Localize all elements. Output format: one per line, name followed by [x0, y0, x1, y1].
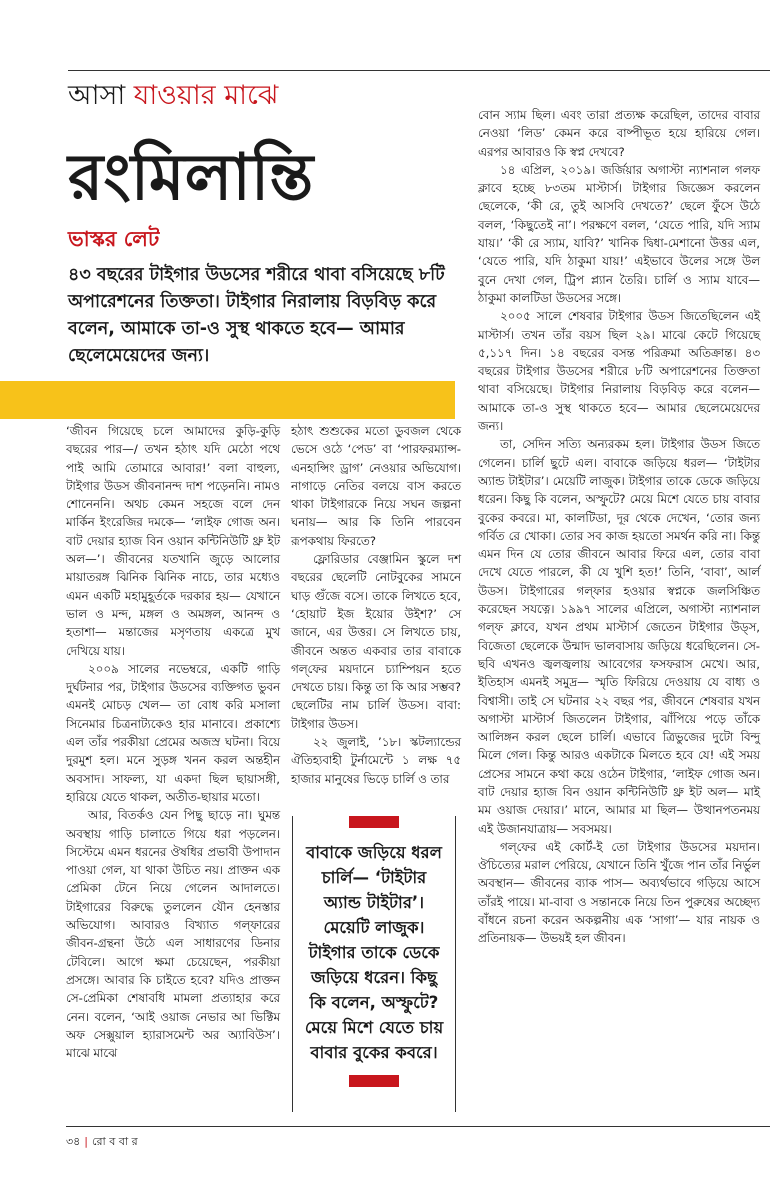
kicker-black: আসা	[68, 80, 126, 111]
footer-separator: |	[84, 1135, 89, 1148]
pull-quote-bar-top	[349, 816, 399, 828]
article-title: রংমিলান্তি	[68, 141, 314, 215]
column-left	[66, 422, 280, 1062]
pull-quote	[292, 816, 456, 1112]
pull-quote-text: বাবাকে জড়িয়ে ধরল চার্লি— ‘টাইটার অ্যান্ড টাইটার’। মেয়েটি লাজুক। টাইগার তাকে ডেকে জড়িয়ে ধরেন। কিছু কি বলেন, অস্ফুটে? মেয়ে মিশে যেতে চায় বাবার বুকের কবরে।	[304, 843, 444, 1062]
article-deck: ৪৩ বছরের টাইগার উডসের শরীরে থাবা বসিয়েছে ৮টি অপারেশনের তিক্ততা। টাইগার নিরালায় বিড়বিড় করে বলেন, আমাকে তা-ও সুস্থ থাকতে হবে— আমার ছেলেমেয়েদের জন্য।	[68, 265, 445, 366]
column-right	[478, 106, 760, 948]
page-number: ৩৪	[66, 1135, 81, 1148]
page-footer	[66, 1134, 138, 1150]
paragraph: গল্‌ফের এই কোর্ট-ই তো টাইগার উডসের ময়দান। ঔচিত্যের মরাল পেরিয়ে, যেখানে তিনি খুঁজে পান তাঁর নির্ভুল অবস্থান— জীবনের ব্যাক পাস— অব্যর্থভাবে গড়িয়ে আসে তাঁরই পায়ে। মা-বাবা ও সন্তানকে নিয়ে তিন পুরুষের অচ্ছেদ্য বাঁধনে রচনা করেন অকল্পনীয় এক ‘সাগা’— যার নায়ক ও প্রতিনায়ক— উভয়ই হল জীবন।	[478, 839, 760, 946]
paragraph: ২০০৫ সালে শেষবার টাইগার উডস জিতেছিলেন এই মাস্টার্স। তখন তাঁর বয়স ছিল ২৯। মাঝে কেটে গিয়েছে ৫,১১৭ দিন। ১৪ বছরের বসন্ত পরিক্রমা অতিক্রান্ত। ৪৩ বছরের টাইগার উডসের শরীরে ৮টি অপারেশনের তিক্ততা থাবা বসিয়েছে। টাইগার নিরালায় বিড়বিড় করে বলেন— আমাকে তা-ও সুস্থ থাকতে হবে— আমার ছেলেমেয়েদের জন্য।	[478, 309, 760, 434]
section-kicker	[68, 78, 278, 114]
kicker-red: যাওয়ার মাঝে	[133, 80, 279, 111]
paragraph: আর, বিতর্কও যেন পিছু ছাড়ে না। ঘুমন্ত অবস্থায় গাড়ি চালাতে গিয়ে ধরা পড়লেন। সিস্টেমে এমন ধরনের ঔষধির প্রভাবী উপাদান পাওয়া গেল, যা থাকা উচিত নয়। প্রাক্তন এক প্রেমিকা টেনে নিয়ে গেলেন আদালতে। টাইগারের বিরুদ্ধে তুললেন যৌন হেনস্তার অভিযোগ। আবারও বিখ্যাত গল্‌ফারের জীবন-গ্রন্থনা উঠে এল সাধারণের ডিনার টেবিলে। আগে ক্ষমা চেয়েছেন, পরকীয়া প্রসঙ্গে। আবার কি চাইতে হবে? যদিও প্রাক্তন সে-প্রেমিকা শেষাবধি মামলা প্রত্যাহার করে নেন। বলেন, ‘আই ওয়াজ নেভার আ ভিক্টিম অফ সেক্সুয়াল হ্যারাসমেন্ট অর অ্যাবিউস’। মাঝে মাঝে	[66, 808, 280, 1061]
column-middle	[291, 422, 461, 788]
paragraph: ১৪ এপ্রিল, ২০১৯। জর্জিয়ার অগাস্টা ন্যাশনাল গলফ ক্লাবে হচ্ছে ৮৩তম মাস্টার্স। টাইগার জিজ্ঞেস করলেন ছেলেকে, ‘কী রে, তুই আসবি দেখতে?’ ছেলে ফুঁসে উঠে বলল, ‘কিছুতেই না’। পরক্ষণে বলল, ‘যেতে পারি, যদি স্যাম যায়।’ ‘কী রে স্যাম, যাবি?’ খানিক দ্বিধা-মেশানো উত্তর এল, ‘যেতে পারি, যদি ঠাকুমা যায়!’ এইভাবে উলের সঙ্গে উল বুনে দেখা গেল, ট্রিপ প্ল্যান তৈরি। চার্লি ও স্যাম যাবে— ঠাকুমা কালটিডা উডসের সঙ্গে।	[478, 162, 760, 305]
top-rule	[68, 70, 770, 71]
paragraph: বোন স্যাম ছিল। এবং তারা প্রত্যক্ষ করেছিল, তাদের বাবার নেওয়া ‘লিড’ কেমন করে বাষ্পীভূত হয়ে হারিয়ে গেল। এরপর আবারও কি স্বপ্ন দেখবে?	[478, 108, 760, 159]
paragraph: ফ্লোরিডার বেঞ্জামিন স্কুলে দশ বছরের ছেলেটি নোটবুকের সামনে ঘাড় গুঁজে বসে। তাকে লিখতে হবে, ‘হোয়াট ইজ ইয়োর উইশ?’ সে জানে, এর উত্তর। সে লিখতে চায়, জীবনে অন্তত একবার তার বাবাকে গল্‌ফের ময়দানে চ্যাম্পিয়ন হতে দেখতে চায়। কিন্তু তা কি আর সম্ভব? ছেলেটির নাম চার্লি উডস। বাবা: টাইগার উডস।	[291, 552, 461, 731]
paragraph: ২২ জুলাই, ’১৮। স্কটল্যান্ডের ঐতিহ্যবাহী টুর্নামেন্টে ১ লক্ষ ৭৫ হাজার মানুষের ভিড়ে চার্লি ও তার	[291, 735, 461, 786]
paragraph: ২০০৯ সালের নভেম্বরে, একটি গাড়ি দুর্ঘটনার পর, টাইগার উডসের ব্যক্তিগত ভুবন এমনই মোচড় খেল— তা বোধ করি মসালা সিনেমার চিত্রনাট্যকেও হার মানাবে। প্রকাশ্যে এল তাঁর পরকীয়া প্রেমের অজস্র ঘটনা। বিয়ে দুরমুশ হল। মনে সুড়ঙ্গ খনন করল অন্তহীন অবসাদ। সাফল্য, যা একদা ছিল ছায়াসঙ্গী, হারিয়ে যেতে থাকল, অতীত-ছায়ার মতো।	[66, 661, 280, 804]
paragraph: হঠাৎ শুশুকের মতো ডুবজল থেকে ভেসে ওঠে ‘পেড’ বা ‘পারফরম্যান্স-এনহান্সিং ড্রাগ’ নেওয়ার অভিযোগ। নাগাড়ে নেতির বলয়ে বাস করতে থাকা টাইগারকে নিয়ে সঘন জল্পনা ঘনায়— আর কি তিনি পারবেন রূপকথায় ফিরতে?	[291, 424, 461, 548]
yellow-band	[0, 381, 455, 419]
pull-quote-bar-bottom	[349, 1075, 399, 1087]
paragraph: ‘জীবন গিয়েছে চলে আমাদের কুড়ি-কুড়ি বছরের পার—/ তখন হঠাৎ যদি মেঠো পথে পাই আমি তোমারে আবার!’ বলা বাহুল্য, টাইগার উডস জীবনানন্দ দাশ পড়েননি। নামও শোনেননি। অথচ কেমন সহজে বলে দেন মার্কিন ইংরেজির দমকে— ‘লাইফ গোজ অন। বাট দেয়ার হ্যাজ বিন ওয়ান কন্টিনিউটি থ্রু ইট অল—’। জীবনের যতখানি জুড়ে আলোর মায়াতরঙ্গ ঝিনিক ঝিনিক নাচে, তার মধ্যেও এমন একটি মহামুহূর্তকে দরকার হয়— যেখানে ভাল ও মন্দ, মঙ্গল ও অমঙ্গল, আনন্দ ও হতাশা— মন্তাজের মসৃণতায় একত্রে মুখ দেখিয়ে যায়।	[66, 424, 280, 658]
bottom-rule	[66, 1126, 770, 1127]
magazine-name: রো ব বা র	[92, 1135, 138, 1148]
paragraph: তা, সেদিন সত্যি অন্যরকম হল। টাইগার উডস জিতে গেলেন। চার্লি ছুটে এল। বাবাকে জড়িয়ে ধরল— ‘টাইটার অ্যান্ড টাইটার’। মেয়েটি লাজুক। টাইগার তাকে ডেকে জড়িয়ে ধরেন। কিছু কি বলেন, অস্ফুটে? মেয়ে মিশে যেতে চায় বাবার বুকের কবরে। মা, কালটিডা, দূর থেকে দেখেন, ‘তোর জন্য গর্বিত রে খোকা। তোর সব কাজ হয়তো সমর্থন করি না। কিন্তু এমন দিন যে তোর জীবনে আবার ফিরে এল, তোর বাবা দেখে যেতে পারলে, কী যে খুশি হত!’ তিনি, ‘বাবা’, আর্ল উডস। টাইগারের গল্‌ফার হওয়ার স্বপ্নকে জলসিঞ্চিত করেছেন সযত্নে। ১৯৯৭ সালের এপ্রিলে, অগাস্টা ন্যাশনাল গল্‌ফ ক্লাবে, যখন প্রথম মাস্টার্স জেতেন টাইগার উড্‌স, বিজেতা ছেলেকে উন্মাদ ভালবাসায় জড়িয়ে ধরেছিলেন। সে-ছবি এখনও জ্বলজ্বলায় আবেগের ফসফরাস মেখে। আর, ইতিহাস এমনই সমুদ্র— স্মৃতি ফিরিয়ে দেওয়ায় যে বাধ্য ও বিশ্বাসী। তাই সে ঘটনার ২২ বছর পর, জীবনে শেষবার যখন অগাস্টা মাস্টার্স জিতলেন টাইগার, ঝাঁপিয়ে পড়ে তাঁকে আলিঙ্গন করল ছেলে চার্লি। এভাবে ত্রিভুজের দুটো বিন্দু মিলে গেল। কিন্তু আরও একটাকে মিলতে হবে যে! এই সময় প্রেসের সামনে কথা কয়ে ওঠেন টাইগার, ‘লাইফ গোজ অন। বাট দেয়ার হ্যাজ বিন ওয়ান কন্টিনিউটি থ্রু ইট অল— মাই মম ওয়াজ দেয়ার।’ মানে, আমার মা ছিল— উত্থানপতনময় এই উজানযাত্রায়— সবসময়।	[478, 437, 760, 836]
byline: ভাস্কর লেট	[68, 227, 160, 251]
